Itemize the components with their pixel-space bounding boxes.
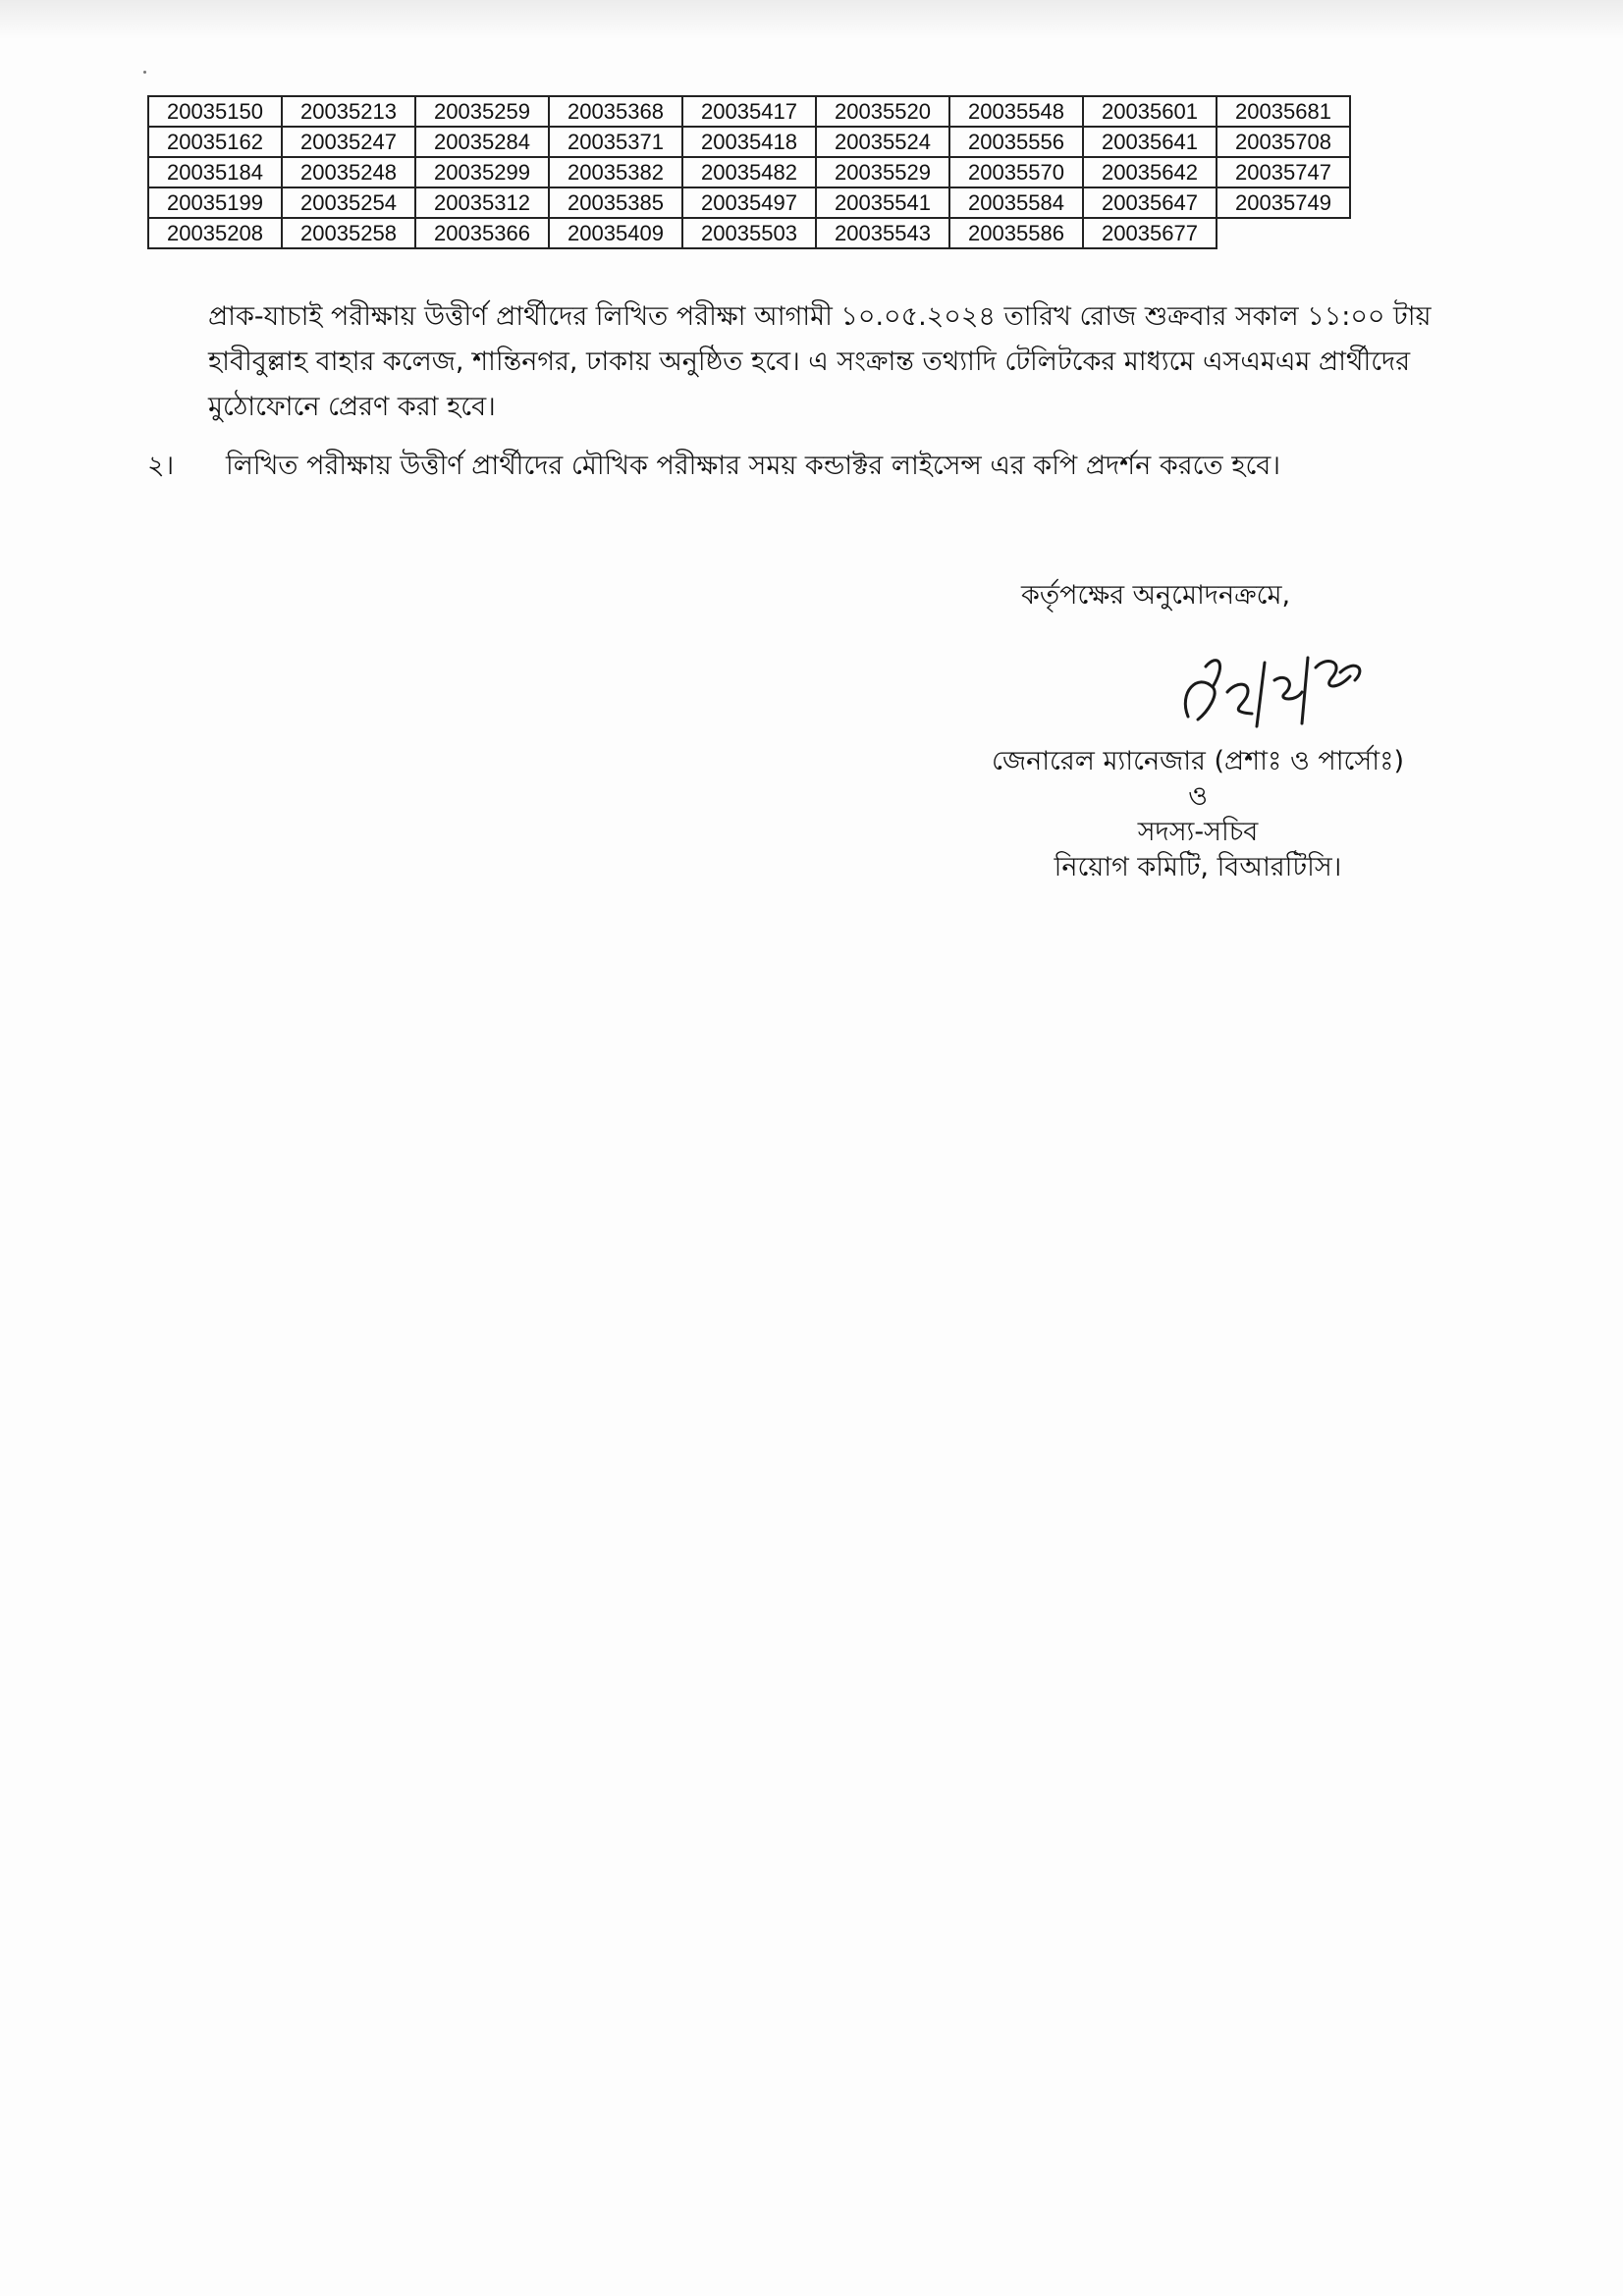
roll-number-cell: 20035208 [148,218,282,248]
item-text: লিখিত পরীক্ষায় উত্তীর্ণ প্রার্থীদের মৌখিক পরীক্ষার সময় কন্ডাক্টর লাইসেন্স এর কপি প্রদর্শন করতে হবে। [226,451,1280,481]
roll-number-cell: 20035681 [1217,96,1350,127]
roll-number-cell: 20035642 [1083,157,1217,187]
roll-number-cell: 20035497 [682,187,816,218]
table-row [148,187,1350,218]
roll-number-cell [1217,218,1350,248]
table-row [148,127,1350,157]
roll-number-cell: 20035284 [415,127,549,157]
roll-number-cell: 20035749 [1217,187,1350,218]
roll-number-cell: 20035543 [816,218,949,248]
roll-number-cell: 20035747 [1217,157,1350,187]
roll-number-cell: 20035570 [949,157,1083,187]
designation: জেনারেল ম্যানেজার (প্রশাঃ ও পার্সোঃ) [991,746,1405,776]
exam-notice-paragraph: প্রাক-যাচাই পরীক্ষায় উত্তীর্ণ প্রার্থীদের লিখিত পরীক্ষা আগামী ১০.০৫.২০২৪ তারিখ রোজ শুক্রবার সকাল ১১:০০ টায় হাবীবুল্লাহ বাহার কলেজ, শান্তিনগর, ঢাকায় অনুষ্ঠিত হবে। এ সংক্রান্ত তথ্যাদি টেলিটকের মাধ্যমে এসএমএম প্রার্থীদের মুঠোফোনে প্রেরণ করা হবে। [208,301,1432,422]
roll-number-cell: 20035586 [949,218,1083,248]
roll-number-table [147,95,1351,249]
roll-number-cell: 20035213 [282,96,415,127]
roll-number-cell: 20035248 [282,157,415,187]
roll-number-cell: 20035247 [282,127,415,157]
committee-name: নিয়োগ কমিটি, বিআরটিসি। [1054,852,1342,882]
table-row [148,218,1350,248]
member-secretary: সদস্য-সচিব [1137,817,1259,847]
roll-number-cell: 20035417 [682,96,816,127]
roll-number-cell: 20035409 [549,218,682,248]
roll-number-cell: 20035548 [949,96,1083,127]
roll-number-cell: 20035541 [816,187,949,218]
roll-number-cell: 20035368 [549,96,682,127]
table-row [148,157,1350,187]
roll-number-cell: 20035366 [415,218,549,248]
roll-number-cell: 20035162 [148,127,282,157]
signatory-block [943,744,1453,885]
scan-shadow [0,0,1623,39]
roll-number-cell: 20035382 [549,157,682,187]
roll-number-cell: 20035299 [415,157,549,187]
roll-number-cell: 20035524 [816,127,949,157]
roll-number-cell: 20035184 [148,157,282,187]
roll-number-cell: 20035258 [282,218,415,248]
roll-number-cell: 20035150 [148,96,282,127]
roll-number-cell: 20035254 [282,187,415,218]
roll-number-cell: 20035529 [816,157,949,187]
notice-item-2 [147,444,1280,489]
roll-number-cell: 20035601 [1083,96,1217,127]
roll-number-cell: 20035520 [816,96,949,127]
roll-number-cell: 20035385 [549,187,682,218]
scan-speck [143,71,146,74]
roll-number-cell: 20035647 [1083,187,1217,218]
roll-number-cell: 20035199 [148,187,282,218]
roll-number-cell: 20035556 [949,127,1083,157]
conjunction: ও [1188,781,1208,812]
roll-number-cell: 20035482 [682,157,816,187]
roll-number-cell: 20035371 [549,127,682,157]
roll-number-cell: 20035677 [1083,218,1217,248]
item-number: ২। [147,451,175,481]
table-row [148,96,1350,127]
roll-number-cell: 20035312 [415,187,549,218]
roll-number-cell: 20035584 [949,187,1083,218]
roll-number-cell: 20035418 [682,127,816,157]
roll-number-cell: 20035641 [1083,127,1217,157]
roll-number-cell: 20035259 [415,96,549,127]
approval-line: কর্তৃপক্ষের অনুমোদনক্রমে, [1021,580,1291,611]
handwritten-signature [1159,633,1375,741]
roll-number-cell: 20035708 [1217,127,1350,157]
roll-number-cell: 20035503 [682,218,816,248]
